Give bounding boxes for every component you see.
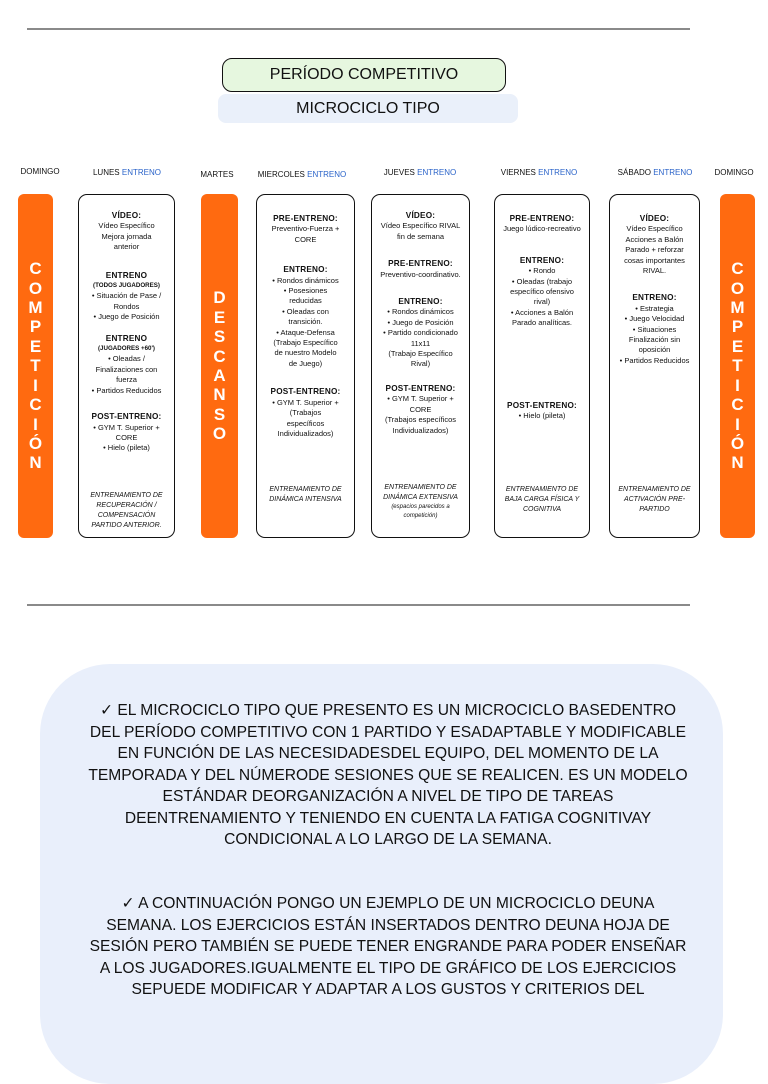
note-line: GRANDE PARA PODER ENSEÑAR A LOS JUGADORES. (99, 938, 687, 977)
note-line: ✓ EL MICROCICLO TIPO QUE PRESENTO ES UN MICROCICLO BASE (100, 702, 611, 719)
competicion-bar-left (18, 194, 53, 538)
vertical-letter: Ó (28, 433, 43, 453)
viernes-footer (499, 485, 585, 515)
vertical-letter: E (29, 336, 42, 356)
jueves-video-lines (376, 221, 465, 242)
vertical-letter: E (731, 336, 744, 356)
vertical-letter: A (213, 366, 226, 385)
sabado-entreno-head: ENTRENO: (632, 293, 677, 303)
vertical-letter: I (735, 414, 740, 434)
bottom-divider (27, 604, 690, 606)
vertical-letter: P (29, 317, 42, 337)
card-line: Vídeo Específico RIVAL (380, 221, 461, 231)
card-line: cosas importantes (624, 255, 685, 265)
vertical-letter: M (730, 298, 745, 318)
sabado-entreno-items (614, 304, 695, 366)
jueves-entreno-items (376, 307, 465, 369)
card-viernes (494, 194, 590, 538)
vertical-letter: D (213, 288, 226, 308)
jueves-post-items (376, 394, 465, 436)
lunes-post-head: POST-ENTRENO: (91, 412, 162, 422)
lunes-entreno1-sub: (TODOS JUGADORES) (93, 282, 160, 290)
vertical-letter: I (33, 414, 38, 434)
card-item: Individualizados) (392, 425, 449, 435)
lunes-entreno2-sub: (JUGADORES +60') (97, 345, 155, 353)
lunes-entreno2-items (83, 354, 170, 396)
vertical-letter: S (213, 404, 226, 424)
note-line: ORGANIZACIÓN A NIVEL DE TIPO DE TAREAS DE (124, 788, 614, 827)
day-label-viernes: VIERNES ENTRENO (500, 168, 578, 177)
vertical-letter: C (213, 346, 226, 366)
note-line: PUEDE MODIFICAR Y ADAPTAR A LOS GUSTOS Y CRITERIOS DEL (152, 981, 645, 998)
note-line: DEL EQUIPO, DEL MOMENTO DE LA TEMPORADA Y DEL NÚMERO (88, 745, 659, 784)
footer-line: ACTIVACIÓN PRE- (623, 496, 686, 503)
miercoles-footer (261, 485, 350, 505)
page-title (222, 58, 506, 92)
jueves-footer-block (376, 483, 465, 521)
card-item: CORE (115, 432, 138, 442)
jueves-pre-head: PRE-ENTRENO: (388, 259, 453, 269)
card-line: Mejora jornada (101, 231, 152, 241)
card-jueves (371, 194, 470, 538)
card-item: específicos (286, 418, 325, 428)
card-lunes (78, 194, 175, 538)
jueves-video-head: VÍDEO: (405, 211, 436, 220)
card-line: RIVAL. (642, 266, 667, 276)
vertical-letter: N (731, 453, 744, 473)
miercoles-pre-head: PRE-ENTRENO: (273, 214, 338, 223)
card-item: • Rondos dinámicos (387, 307, 454, 317)
card-item: • GYM T. Superior + (93, 422, 160, 432)
viernes-pre-lines (499, 224, 585, 234)
viernes-post-head: POST-ENTRENO: (507, 400, 577, 410)
card-item: 11x11 (410, 338, 431, 348)
vertical-letter: N (213, 385, 226, 405)
sabado-video-lines (614, 224, 695, 276)
lunes-footer (83, 491, 170, 531)
sabado-video-head: VÍDEO: (639, 214, 670, 223)
card-item: • Rondos dinámicos (272, 275, 339, 285)
lunes-entreno2-head: ENTRENO (105, 333, 148, 343)
card-item: • Juego de Posición (93, 312, 160, 322)
note-line: IGUALMENTE EL TIPO DE GRÁFICO DE LOS EJERCICIOS SE (131, 959, 677, 998)
viernes-pre-head: PRE-ENTRENO: (509, 214, 575, 223)
card-item: • GYM T. Superior + (387, 394, 454, 404)
vertical-letter: O (730, 278, 745, 298)
vertical-letter: P (731, 317, 744, 337)
vertical-letter: N (29, 453, 42, 473)
card-line: Juego lúdico-recreativo (503, 224, 581, 234)
card-item: • Partido condicionado (383, 328, 458, 338)
card-line: Vídeo Específico (98, 221, 155, 231)
card-item: Individualizados) (277, 428, 334, 438)
card-item: • Oleadas con (282, 306, 329, 316)
card-item: (Trabajo Específico (273, 338, 338, 348)
card-miercoles (256, 194, 355, 538)
jueves-footer-note (376, 503, 465, 521)
day-label-domingo-1: DOMINGO (20, 167, 60, 176)
footer-line: COGNITIVA (522, 506, 562, 513)
jueves-pre-lines (376, 270, 465, 280)
vertical-letter: S (213, 327, 226, 347)
note-line: ✓ A CONTINUACIÓN PONGO UN EJEMPLO DE UN MICROCICLO DE (121, 895, 622, 912)
card-item: (Trabajos específicos (384, 415, 456, 425)
footer-note-line: competición) (403, 513, 438, 519)
footer-line: ENTRENAMIENTO DE (269, 486, 342, 493)
vertical-letter: O (28, 278, 43, 298)
vertical-letter: T (732, 356, 743, 376)
footer-line: DINÁMICA EXTENSIVA (383, 494, 458, 501)
card-item: Finalización sin (628, 335, 681, 345)
page-subtitle (218, 94, 518, 123)
vertical-letter: I (735, 375, 740, 395)
note-line: UNA HOJA DE SESIÓN PERO TAMBIÉN SE PUEDE TENER EN (89, 916, 670, 955)
card-item: (Trabajo Específico (388, 349, 453, 359)
vertical-letter: C (731, 395, 744, 415)
miercoles-post-items (261, 398, 350, 440)
vertical-letter: C (29, 395, 42, 415)
lunes-video-lines (83, 221, 170, 252)
card-item: • Hielo (pileta) (103, 443, 150, 453)
card-line: fin de semana (396, 231, 445, 241)
footer-line: PARTIDO ANTERIOR. (91, 522, 162, 529)
card-item: • Ataque-Defensa (276, 327, 335, 337)
jueves-post-head: POST-ENTRENO: (385, 383, 456, 393)
vertical-letter: C (731, 259, 744, 279)
footer-line: ENTRENAMIENTO DE (505, 486, 579, 493)
card-line: anterior (113, 242, 140, 252)
miercoles-entreno-head: ENTRENO: (283, 265, 328, 275)
note-line: DE SESIONES QUE SE REALICEN. ES UN MODELO ESTÁNDAR DE (162, 766, 688, 805)
footer-line: BAJA CARGA FÍSICA Y (504, 496, 580, 503)
miercoles-pre-lines (261, 224, 350, 245)
footer-line: DINÁMICA INTENSIVA (269, 496, 342, 503)
lunes-entreno1-head: ENTRENO (105, 270, 148, 280)
lunes-entreno1-items (83, 291, 170, 322)
note-paragraph-2 (88, 893, 688, 1001)
card-item: reducidas (289, 296, 322, 306)
card-line: Preventivo-coordinativo. (380, 269, 461, 279)
day-label-miercoles: MIERCOLES ENTRENO (257, 170, 347, 179)
jueves-footer (376, 483, 465, 503)
miercoles-entreno-items (261, 276, 350, 370)
card-item: de nuestro Modelo (274, 348, 337, 358)
miercoles-post-head: POST-ENTRENO: (270, 387, 341, 397)
vertical-letter: Ó (730, 433, 745, 453)
vertical-letter: E (213, 307, 226, 327)
card-item: • Partidos Reducidos (91, 385, 162, 395)
vertical-letter: C (29, 259, 42, 279)
vertical-letter: I (33, 375, 38, 395)
descanso-bar (201, 194, 238, 538)
card-item: Rival) (410, 359, 431, 369)
card-item: • Hielo (pileta) (518, 411, 566, 421)
vertical-letter: M (28, 298, 43, 318)
card-item: • Oleadas / (108, 354, 145, 364)
jueves-entreno-head: ENTRENO: (398, 297, 443, 307)
note-line: DENTRO DEL PERÍODO COMPETITIVO CON 1 PARTIDO Y ES (89, 702, 676, 741)
day-label-martes: MARTES (200, 170, 234, 179)
card-item: rival) (533, 297, 551, 307)
card-item: • Situación de Pase / (91, 291, 162, 301)
note-line: Y CONDICIONAL A LO LARGO DE LA SEMANA. (224, 809, 652, 848)
footer-line: ENTRENAMIENTO DE (384, 484, 457, 491)
card-item: • Posesiones (283, 286, 328, 296)
card-item: • Acciones a Balón (510, 307, 574, 317)
lunes-video-head: VÍDEO: (111, 211, 142, 220)
card-item: Parado analíticas. (511, 318, 573, 328)
viernes-entreno-items (499, 266, 585, 328)
footer-line: ENTRENAMIENTO DE (618, 486, 691, 493)
card-item: • GYM T. Superior + (272, 397, 339, 407)
card-item: • Rondo (528, 266, 556, 276)
card-line: CORE (294, 234, 317, 244)
lunes-post-items (83, 423, 170, 454)
footer-line: RECUPERACIÓN / (96, 502, 157, 509)
card-item: oposición (638, 345, 671, 355)
footer-line: ENTRENAMIENTO DE (90, 492, 163, 499)
footer-note-line: (espacios parecidos a (391, 504, 450, 510)
note-line: ADAPTABLE Y MODIFICABLE EN FUNCIÓN DE LAS NECESIDADES (117, 723, 687, 762)
card-item: • Juego de Posición (387, 317, 454, 327)
note-paragraph-1 (88, 700, 688, 851)
card-sabado (609, 194, 700, 538)
vertical-letter: T (30, 356, 41, 376)
note-line: UNA SEMANA. LOS EJERCICIOS ESTÁN INSERTADOS DENTRO DE (106, 895, 655, 934)
day-label-sabado: SÁBADO ENTRENO (617, 168, 693, 177)
card-item: transición. (288, 317, 323, 327)
card-item: CORE (409, 404, 432, 414)
card-item: Finalizaciones con (95, 364, 158, 374)
day-label-domingo-2: DOMINGO (714, 168, 754, 177)
page-subtitle-text: MICROCICLO TIPO (296, 99, 440, 117)
viernes-post-items (499, 411, 585, 421)
card-line: Parado + reforzar (625, 245, 684, 255)
footer-line: PARTIDO (639, 506, 670, 513)
competicion-bar-right (720, 194, 755, 538)
viernes-entreno-head: ENTRENO: (519, 255, 565, 265)
card-line: Vídeo Específico (626, 224, 683, 234)
card-item: Rondos (113, 301, 140, 311)
day-label-jueves: JUEVES ENTRENO (383, 168, 457, 177)
card-item: • Situaciones (632, 324, 677, 334)
sabado-footer (614, 485, 695, 515)
day-label-lunes: LUNES ENTRENO (92, 168, 162, 177)
card-item: específico ofensivo (510, 287, 574, 297)
card-item: fuerza (116, 375, 137, 385)
note-line: ENTRENAMIENTO Y TENIENDO EN CUENTA LA FATIGA COGNITIVA (146, 809, 641, 827)
card-line: Acciones a Balón (625, 234, 684, 244)
vertical-letter: O (212, 424, 227, 444)
top-divider (27, 28, 690, 30)
card-item: (Trabajos (289, 408, 322, 418)
page-title-text: PERÍODO COMPETITIVO (269, 66, 459, 83)
card-item: • Estrategia (635, 303, 674, 313)
card-item: • Oleadas (trabajo (511, 276, 573, 286)
footer-line: COMPENSACIÓN (97, 512, 156, 519)
card-item: • Juego Velocidad (624, 314, 685, 324)
card-item: • Partidos Reducidos (619, 355, 690, 365)
card-line: Preventivo-Fuerza + (271, 224, 340, 234)
card-item: de Juego) (288, 358, 323, 368)
